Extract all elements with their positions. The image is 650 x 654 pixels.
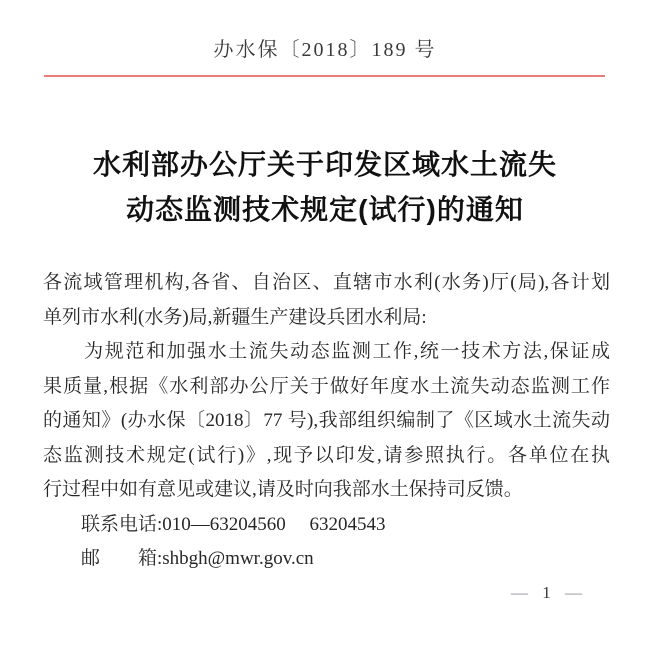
page-number-dash-right: — (565, 583, 584, 602)
body-line: 单列市水利(水务)局,新疆生产建设兵团水利局: (43, 306, 427, 328)
page-number (505, 583, 590, 603)
document-title (0, 142, 650, 232)
page-number-dash-left: — (511, 583, 530, 602)
page-number-value: 1 (542, 583, 553, 602)
document-title-line-1: 水利部办公厅关于印发区域水土流失 (92, 149, 557, 180)
body-line: 果质量,根据《水利部办公厅关于做好年度水土流失动态监测工作 (43, 375, 610, 397)
contact-phone-line: 联系电话:010—63204560 63204543 (43, 513, 386, 535)
body-line: 行过程中如有意见或建议,请及时向我部水土保持司反馈。 (43, 479, 523, 500)
document-title-line-2: 动态监测技术规定(试行)的通知 (126, 194, 524, 225)
document-body (43, 266, 610, 577)
body-line: 的通知》(办水保〔2018〕77 号),我部组织编制了《区域水土流失动 (43, 410, 610, 431)
document-number: 办水保〔2018〕189 号 (213, 39, 437, 61)
red-separator-line (44, 75, 605, 77)
body-line: 为规范和加强水土流失动态监测工作,统一技术方法,保证成 (43, 341, 610, 362)
body-line: 态监测技术规定(试行)》,现予以印发,请参照执行。各单位在执 (43, 444, 610, 466)
contact-email-line: 邮 箱:shbgh@mwr.gov.cn (43, 548, 314, 569)
body-line: 各流域管理机构,各省、自治区、直辖市水利(水务)厅(局),各计划 (43, 272, 610, 293)
